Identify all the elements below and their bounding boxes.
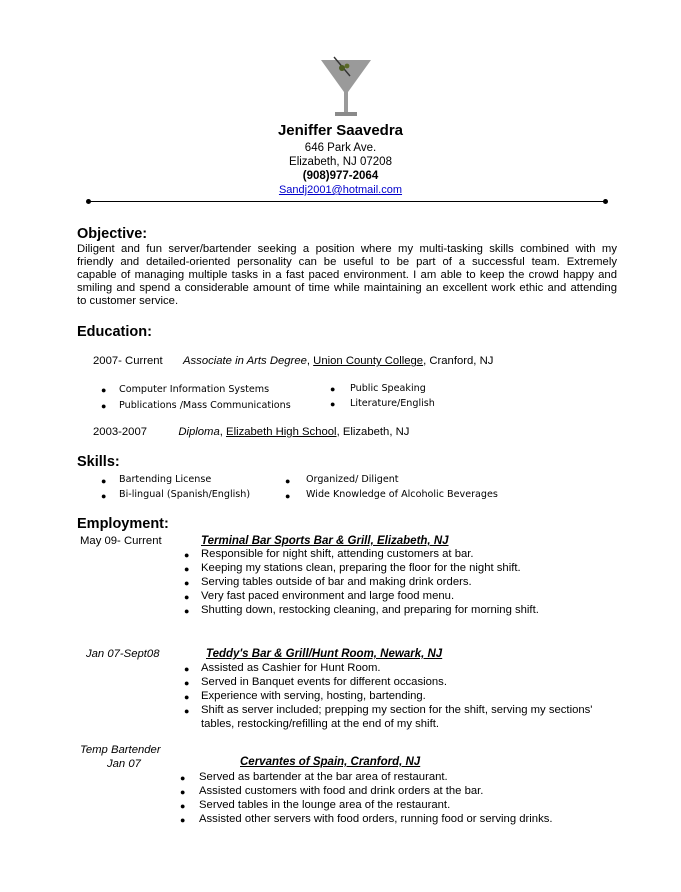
skills-heading: Skills: bbox=[77, 454, 120, 470]
job-employer: Teddy's Bar & Grill/Hunt Room, Newark, NJ bbox=[206, 648, 443, 660]
bullet-icon: ● bbox=[184, 664, 190, 674]
candidate-name: Jeniffer Saavedra bbox=[277, 122, 404, 139]
bullet-icon: ● bbox=[184, 692, 190, 702]
bullet-icon: ● bbox=[101, 401, 107, 411]
education-entry: 2007- Current Associate in Arts Degree, Union County College, Cranford, NJ bbox=[93, 355, 494, 367]
bullet-icon: ● bbox=[184, 678, 190, 688]
job-duty-continued: tables, restocking/refilling at the end of my shift. bbox=[201, 718, 439, 730]
education-location: , Cranford, NJ bbox=[423, 355, 494, 367]
bullet-icon: ● bbox=[180, 815, 186, 825]
job-duty: Assisted customers with food and drink orders at the bar. bbox=[199, 785, 484, 797]
education-date: 2003-2007 bbox=[93, 426, 148, 438]
job-duty: Shutting down, restocking cleaning, and preparing for morning shift. bbox=[201, 604, 539, 616]
course-item: Publications /Mass Communications bbox=[119, 400, 291, 411]
education-date: 2007- Current bbox=[93, 355, 163, 367]
bullet-icon: ● bbox=[184, 706, 190, 716]
skill-item: Bi-lingual (Spanish/English) bbox=[119, 489, 251, 500]
education-degree: Associate in Arts Degree bbox=[182, 355, 307, 367]
bullet-icon: ● bbox=[285, 491, 291, 501]
bullet-icon: ● bbox=[101, 385, 107, 395]
bullet-icon: ● bbox=[184, 578, 190, 588]
job-duty: Serving tables outside of bar and making drink orders. bbox=[201, 576, 472, 588]
education-location: , Elizabeth, NJ bbox=[336, 426, 410, 438]
employment-heading: Employment: bbox=[77, 516, 169, 532]
course-item: Public Speaking bbox=[350, 383, 426, 394]
job-date: Jan 07 bbox=[107, 758, 141, 770]
job-duty: Assisted other servers with food orders, running food or serving drinks. bbox=[199, 813, 553, 825]
bullet-icon: ● bbox=[180, 787, 186, 797]
divider-dot-left bbox=[86, 199, 91, 204]
education-heading: Education: bbox=[77, 324, 152, 340]
skill-item: Organized/ Diligent bbox=[306, 474, 399, 485]
address-line-1: 646 Park Ave. bbox=[304, 142, 377, 154]
job-duty: Very fast paced environment and large food menu. bbox=[201, 590, 455, 602]
education-school: Elizabeth High School bbox=[226, 426, 337, 438]
objective-heading: Objective: bbox=[77, 226, 148, 242]
skill-item: Bartending License bbox=[119, 474, 212, 485]
bullet-icon: ● bbox=[184, 592, 190, 602]
education-degree: Diploma bbox=[178, 426, 220, 438]
header-divider bbox=[88, 201, 606, 202]
address-line-2: Elizabeth, NJ 07208 bbox=[289, 156, 392, 168]
job-title: Temp Bartender bbox=[80, 744, 161, 756]
education-school: Union County College bbox=[313, 355, 424, 367]
martini-glass-icon bbox=[318, 56, 374, 118]
job-duty: Responsible for night shift, attending customers at bar. bbox=[201, 548, 474, 560]
bullet-icon: ● bbox=[184, 564, 190, 574]
job-employer: Terminal Bar Sports Bar & Grill, Elizabeth, NJ bbox=[201, 535, 449, 547]
objective-line: smiling and spend a considerable amount of time while maintaining an excellent work ethic and attending bbox=[77, 282, 617, 294]
bullet-icon: ● bbox=[184, 550, 190, 560]
email-link[interactable]: Sandj2001@hotmail.com bbox=[278, 184, 403, 196]
bullet-icon: ● bbox=[330, 399, 336, 409]
skill-item: Wide Knowledge of Alcoholic Beverages bbox=[306, 489, 498, 500]
course-item: Literature/English bbox=[350, 398, 435, 409]
phone-number: (908)977-2064 bbox=[302, 170, 379, 182]
objective-paragraph bbox=[77, 243, 617, 308]
job-employer: Cervantes of Spain, Cranford, NJ bbox=[240, 756, 421, 768]
bullet-icon: ● bbox=[184, 606, 190, 616]
bullet-icon: ● bbox=[101, 476, 107, 486]
education-entry: 2003-2007 Diploma, Elizabeth High School, Elizabeth, NJ bbox=[93, 426, 410, 438]
bullet-icon: ● bbox=[180, 773, 186, 783]
bullet-icon: ● bbox=[285, 476, 291, 486]
job-date: Jan 07-Sept08 bbox=[86, 648, 160, 660]
bullet-icon: ● bbox=[101, 491, 107, 501]
job-duty: Served in Banquet events for different occasions. bbox=[201, 676, 447, 688]
divider-dot-right bbox=[603, 199, 608, 204]
job-duty: Served tables in the lounge area of the restaurant. bbox=[199, 799, 451, 811]
job-duty: Experience with serving, hosting, bartending. bbox=[201, 690, 426, 702]
job-date: May 09- Current bbox=[80, 535, 162, 547]
job-duty: Served as bartender at the bar area of restaurant. bbox=[199, 771, 448, 783]
objective-line: friendly and detailed-oriented personality can be useful to be part of a successful team. Extremely bbox=[77, 256, 617, 268]
job-duty: Keeping my stations clean, preparing the floor for the night shift. bbox=[201, 562, 521, 574]
objective-line: capable of managing multiple tasks in a fast paced environment. I am able to keep the crowd happy and bbox=[77, 269, 617, 281]
bullet-icon: ● bbox=[180, 801, 186, 811]
objective-line: Diligent and fun server/bartender seeking a position where my multi-tasking skills combined with my bbox=[77, 243, 617, 255]
course-item: Computer Information Systems bbox=[119, 384, 270, 395]
objective-line: to customer service. bbox=[77, 295, 179, 307]
job-duty: Assisted as Cashier for Hunt Room. bbox=[201, 662, 381, 674]
bullet-icon: ● bbox=[330, 384, 336, 394]
job-duty: Shift as server included; prepping my section for the shift, serving my sections' bbox=[201, 704, 593, 716]
